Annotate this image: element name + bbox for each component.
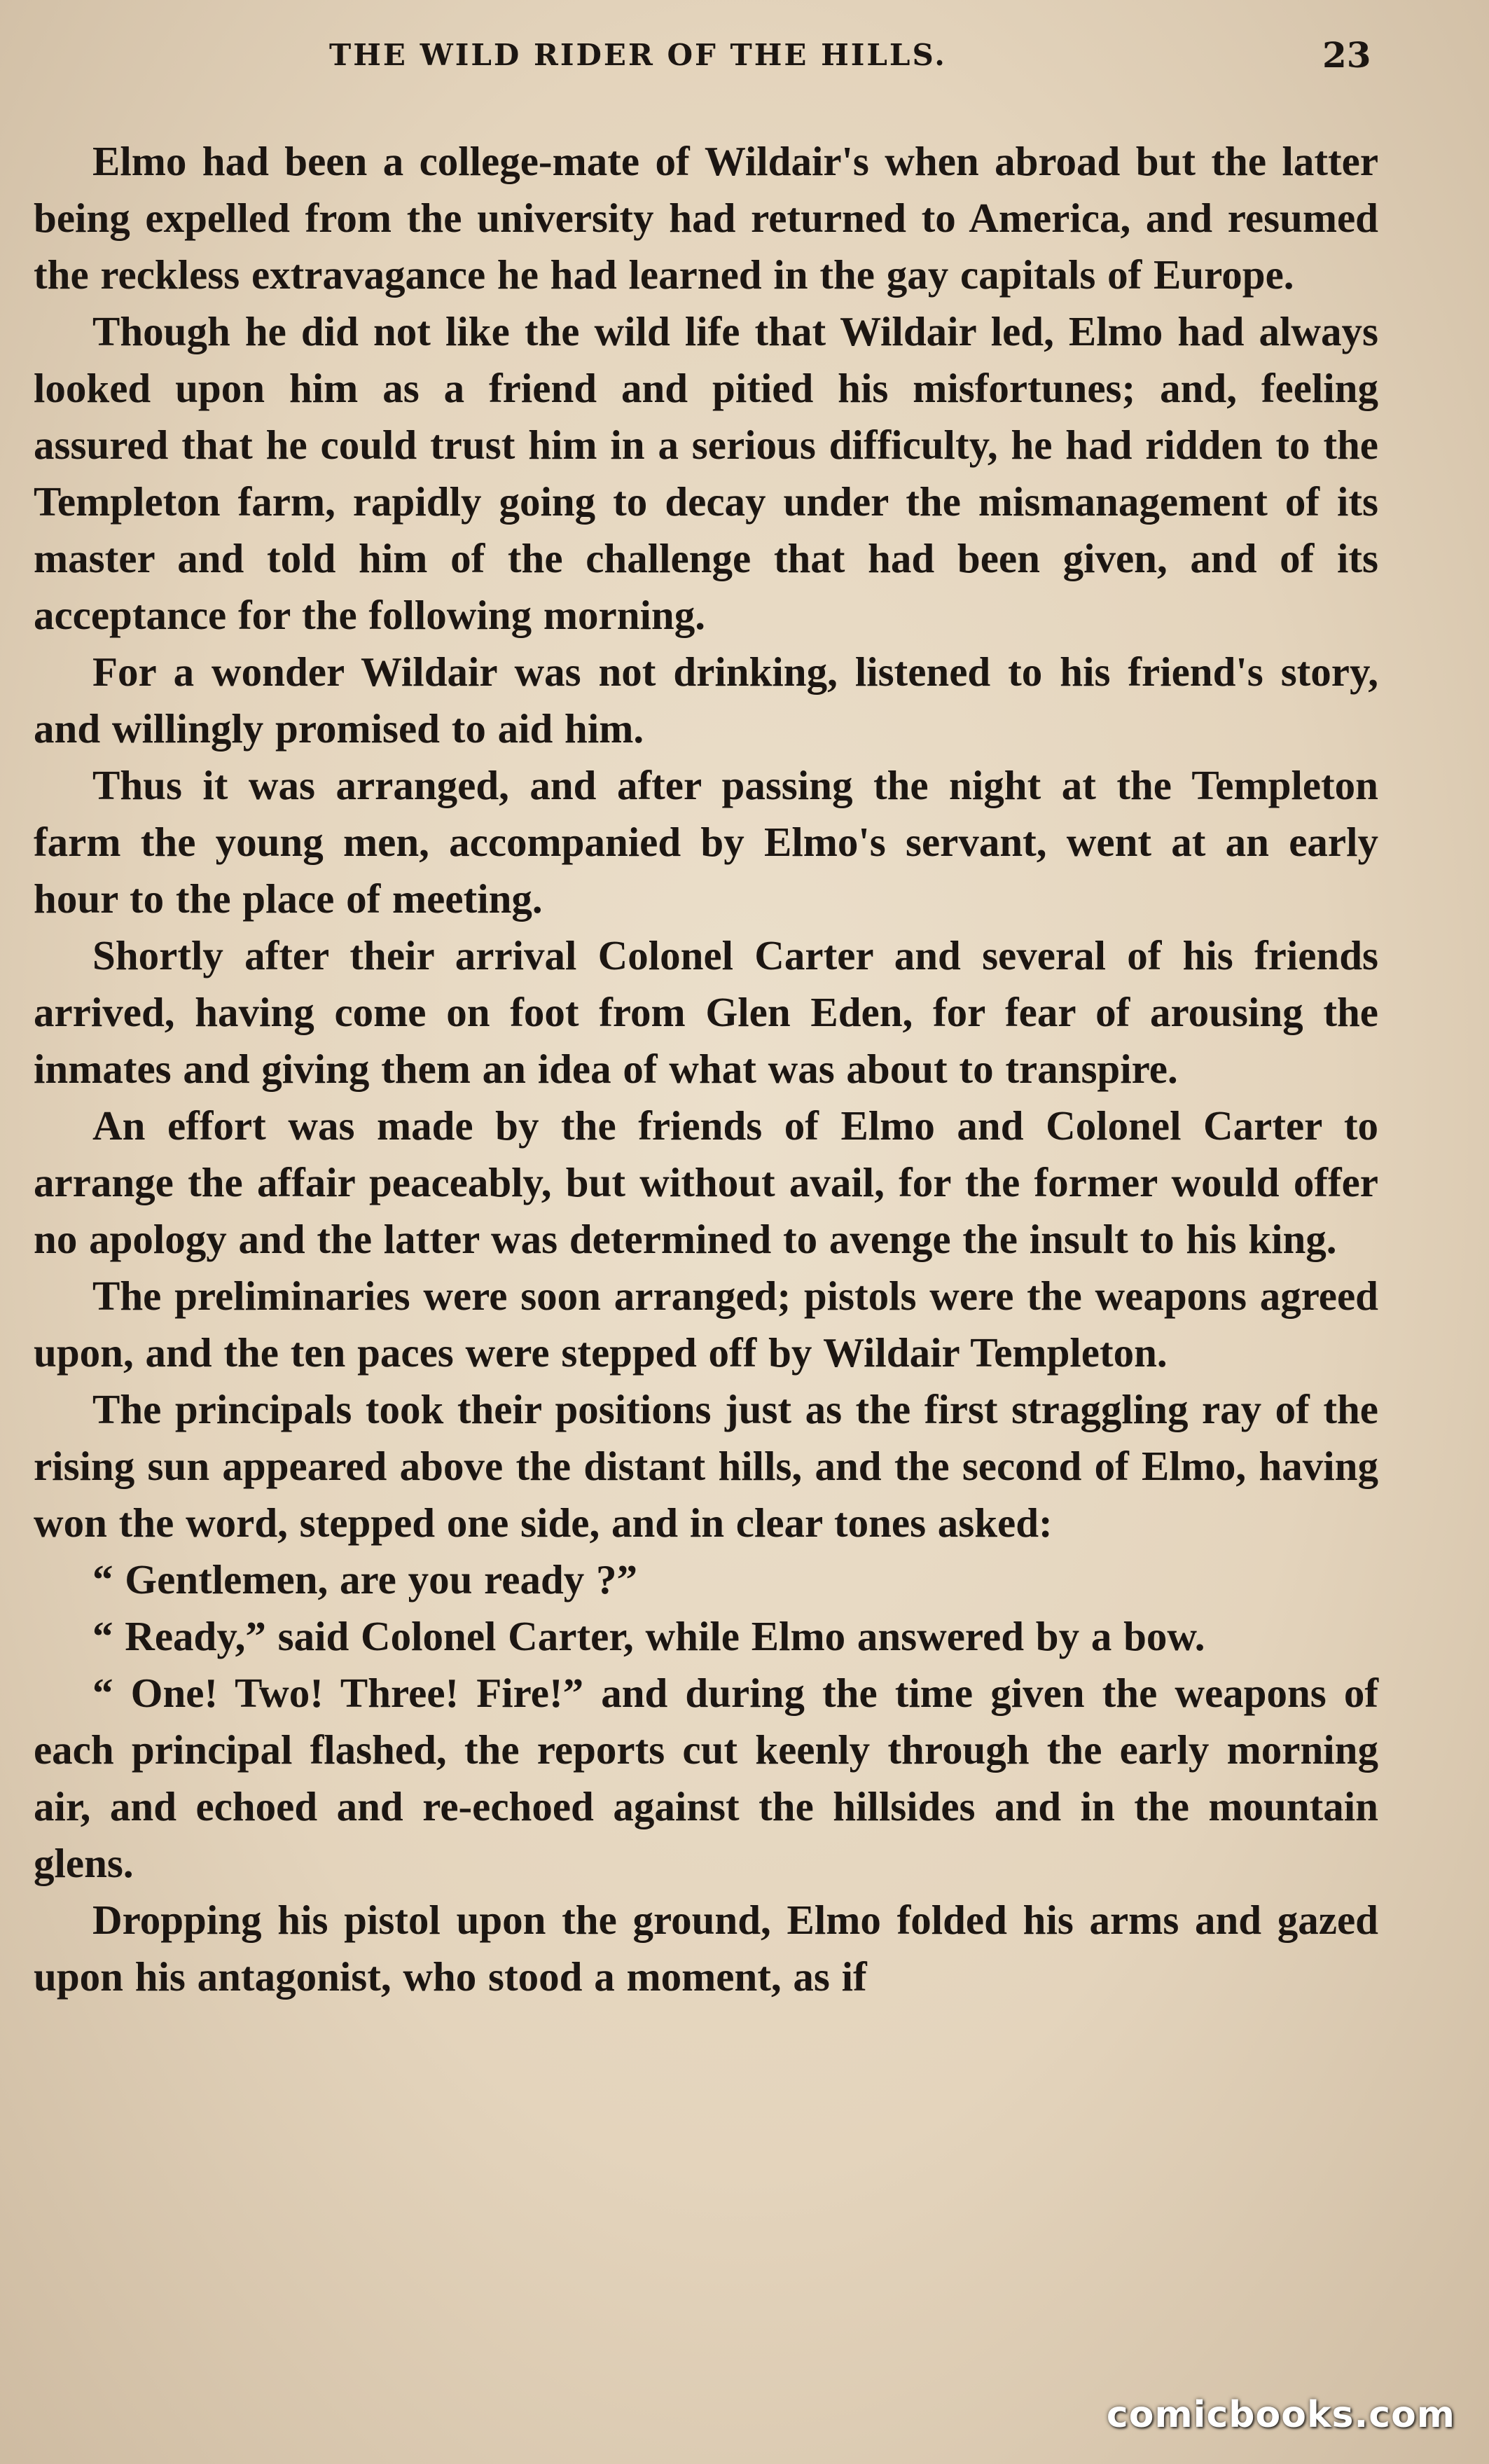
paragraph: An effort was made by the friends of Elmo and Colonel Carter to arrange the affair peaceably, but without avail, for the former would offer no apology and the latter was determined to avenge the insult to his king. [34, 1102, 1378, 1262]
paragraph: For a wonder Wildair was not drinking, listened to his friend's story, and willingly promised to aid him. [34, 649, 1378, 752]
page-number: 23 [1322, 34, 1371, 76]
page-header [0, 31, 1489, 80]
paragraph: “ One! Two! Three! Fire!” and during the time given the weapons of each principal flashed, the reports cut keenly through the early morning air, and echoed and re-echoed against the hillsides and in the mountain glens. [34, 1670, 1378, 1886]
paragraph: Thus it was arranged, and after passing the night at the Templeton farm the young men, accompanied by Elmo's servant, went at an early hour to the place of meeting. [34, 762, 1378, 922]
paragraph: “ Ready,” said Colonel Carter, while Elmo answered by a bow. [92, 1613, 1205, 1659]
paragraph: Shortly after their arrival Colonel Carter and several of his friends arrived, having come on foot from Glen Eden, for fear of arousing the inmates and giving them an idea of what was about to transpire. [34, 932, 1378, 1092]
paragraph: Though he did not like the wild life that Wildair led, Elmo had always looked upon him as a friend and pitied his misfortunes; and, feeling assured that he could trust him in a serious difficulty, he had ridden to the Templeton farm, rapidly going to decay under the mismanagement of its master and told him of the challenge that had been given, and of its acceptance for the following morning. [34, 308, 1378, 638]
paragraph: The principals took their positions just as the first straggling ray of the rising sun appeared above the distant hills, and the second of Elmo, having won the word, stepped one side, and in clear tones asked: [34, 1386, 1378, 1546]
body-text [34, 133, 1378, 2005]
paragraph: “ Gentlemen, are you ready ?” [92, 1556, 638, 1603]
running-head: THE WILD RIDER OF THE HILLS. [329, 38, 947, 72]
paragraph: Elmo had been a college-mate of Wildair's when abroad but the latter being expelled from the university had returned to America, and resumed the reckless extravagance he had learned in the gay capitals of Europe. [34, 138, 1378, 298]
paragraph: The preliminaries were soon arranged; pistols were the weapons agreed upon, and the ten paces were stepped off by Wildair Templeton. [34, 1273, 1378, 1376]
paragraph: Dropping his pistol upon the ground, Elmo folded his arms and gazed upon his antagonist, who stood a moment, as if [34, 1897, 1378, 2000]
watermark: comicbooks.com [1106, 2394, 1455, 2436]
